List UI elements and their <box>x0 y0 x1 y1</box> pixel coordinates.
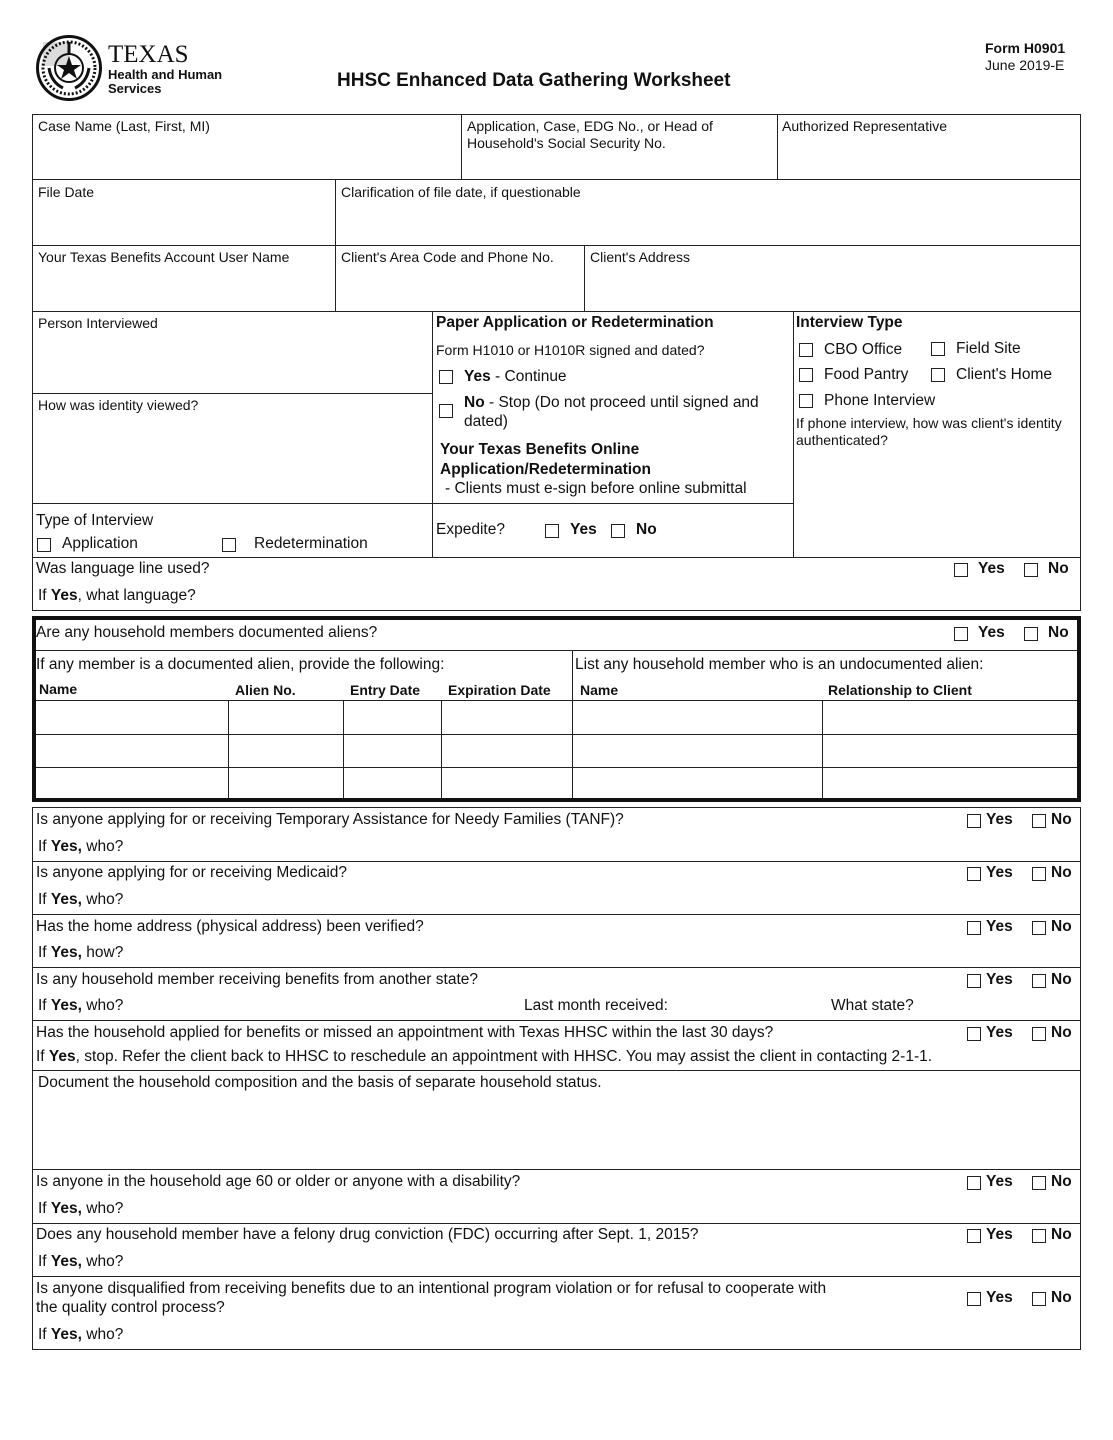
application-label: Application <box>62 535 138 552</box>
question-text: Has the home address (physical address) been verified? <box>36 918 424 935</box>
alien-name-cell[interactable] <box>38 770 228 798</box>
what-state-field[interactable] <box>925 995 1079 1019</box>
no-label: No <box>1051 811 1072 828</box>
another-state-yes-checkbox[interactable] <box>967 974 981 988</box>
yes-label: Yes <box>986 918 1013 935</box>
signed-yes-checkbox[interactable] <box>439 370 453 384</box>
no-label: No <box>1051 918 1072 935</box>
question-text: Is anyone applying for or receiving Medicaid? <box>36 864 348 881</box>
disqualified-yes-checkbox[interactable] <box>967 1292 981 1306</box>
relationship-cell[interactable] <box>826 770 1078 798</box>
phone-auth-label: If phone interview, how was client's identity authenticated? <box>796 415 1062 448</box>
undocumented-name-cell[interactable] <box>576 770 822 798</box>
another-state-no-checkbox[interactable] <box>1032 974 1046 988</box>
no-label: No <box>1051 1173 1072 1190</box>
clarification-field[interactable] <box>340 206 1079 242</box>
followup-label: If Yes, who? <box>38 1253 124 1270</box>
question-text: Does any household member have a felony drug conviction (FDC) occurring after Sept. 1, 2015? <box>36 1226 699 1243</box>
tanf-yes-checkbox[interactable] <box>967 814 981 828</box>
fdc-who-field[interactable] <box>135 1251 1079 1275</box>
aliens-yes-checkbox[interactable] <box>954 627 968 641</box>
application-number-field[interactable] <box>466 155 776 177</box>
no-label: No <box>1051 1226 1072 1243</box>
yes-label: Yes <box>986 811 1013 828</box>
online-title-2: Application/Redetermination <box>440 461 651 478</box>
household-composition-label: Document the household composition and the basis of separate household status. <box>38 1074 602 1091</box>
identity-viewed-label: How was identity viewed? <box>38 397 199 413</box>
disqualified-no-checkbox[interactable] <box>1032 1292 1046 1306</box>
applied-yes-checkbox[interactable] <box>967 1027 981 1041</box>
entry-date-cell[interactable] <box>347 770 441 798</box>
age60-no-checkbox[interactable] <box>1032 1176 1046 1190</box>
col-expiration-date: Expiration Date <box>448 682 551 698</box>
application-number-label: Application, Case, EDG No., or Head of Household's Social Security No. <box>467 118 713 151</box>
cbo-office-checkbox[interactable] <box>799 343 813 357</box>
expedite-no-label: No <box>636 521 657 538</box>
no-label: No <box>1051 971 1072 988</box>
page-title: HHSC Enhanced Data Gathering Worksheet <box>337 70 731 91</box>
redetermination-checkbox[interactable] <box>222 538 236 552</box>
followup-label: If Yes, how? <box>38 944 124 961</box>
language-no-label: No <box>1048 560 1069 577</box>
aliens-question: Are any household members documented aliens? <box>36 624 378 641</box>
language-question: Was language line used? <box>36 560 210 577</box>
aliens-no-checkbox[interactable] <box>1024 627 1038 641</box>
logo-line-3: Services <box>108 81 162 96</box>
undocumented-name-cell[interactable] <box>576 737 822 766</box>
yes-label: Yes <box>986 1173 1013 1190</box>
last-month-field[interactable] <box>682 995 826 1019</box>
fdc-no-checkbox[interactable] <box>1032 1229 1046 1243</box>
form-date: June 2019-E <box>985 57 1065 73</box>
undocumented-intro: List any household member who is an undocumented alien: <box>575 656 984 673</box>
person-interviewed-field[interactable] <box>36 336 432 390</box>
no-label: No <box>1051 1289 1072 1306</box>
logo-line-2: Health and Human <box>108 67 223 82</box>
phone-auth-field[interactable] <box>797 452 1080 554</box>
yes-label: Yes <box>986 1226 1013 1243</box>
entry-date-cell[interactable] <box>347 703 441 733</box>
disqualified-who-field[interactable] <box>135 1324 1079 1348</box>
entry-date-cell[interactable] <box>347 737 441 766</box>
food-pantry-label: Food Pantry <box>824 366 909 383</box>
person-interviewed-label: Person Interviewed <box>38 315 158 331</box>
food-pantry-checkbox[interactable] <box>799 368 813 382</box>
field-site-checkbox[interactable] <box>931 342 945 356</box>
address-field[interactable] <box>589 272 1079 308</box>
col-alien-no: Alien No. <box>235 682 296 698</box>
language-field[interactable] <box>210 585 1074 609</box>
clients-home-checkbox[interactable] <box>931 368 945 382</box>
paper-application-title: Paper Application or Redetermination <box>436 314 714 331</box>
question-text: Has the household applied for benefits or missed an appointment with Texas HHSC within the last 30 days? <box>36 1024 774 1041</box>
yes-label: Yes <box>986 864 1013 881</box>
case-name-field[interactable] <box>36 140 460 176</box>
followup-label: If Yes, who? <box>38 997 124 1014</box>
aliens-no-label: No <box>1048 624 1069 641</box>
relationship-cell[interactable] <box>826 703 1078 733</box>
online-title-1: Your Texas Benefits Online <box>440 441 640 458</box>
documented-intro: If any member is a documented alien, provide the following: <box>36 656 445 673</box>
age60-who-field[interactable] <box>135 1198 1079 1222</box>
interview-type-title: Interview Type <box>796 314 903 331</box>
expiration-date-cell[interactable] <box>445 703 573 733</box>
question-text: Is any household member receiving benefits from another state? <box>36 971 478 988</box>
address-no-checkbox[interactable] <box>1032 921 1046 935</box>
ytb-user-field[interactable] <box>36 272 334 308</box>
alien-number-cell[interactable] <box>232 770 344 798</box>
relationship-cell[interactable] <box>826 737 1078 766</box>
undocumented-name-cell[interactable] <box>576 703 822 733</box>
medicaid-who-field[interactable] <box>135 889 1079 913</box>
clarification-label: Clarification of file date, if questionable <box>341 184 581 200</box>
followup-label: If Yes, who? <box>38 1326 124 1343</box>
household-composition-field[interactable] <box>36 1096 1080 1170</box>
case-name-label: Case Name (Last, First, MI) <box>38 118 210 134</box>
redetermination-label: Redetermination <box>254 535 368 552</box>
address-label: Client's Address <box>590 249 690 265</box>
application-checkbox[interactable] <box>37 538 51 552</box>
signed-yes-label: Yes - Continue <box>464 368 567 385</box>
signed-no-checkbox[interactable] <box>439 404 453 418</box>
identity-viewed-field[interactable] <box>36 420 432 500</box>
form-number: Form H0901 <box>985 40 1066 56</box>
phone-label: Client's Area Code and Phone No. <box>341 249 554 265</box>
address-how-field[interactable] <box>135 942 1079 966</box>
yes-label: Yes <box>986 1024 1013 1041</box>
expedite-label: Expedite? <box>436 521 505 538</box>
fdc-yes-checkbox[interactable] <box>967 1229 981 1243</box>
expedite-no-checkbox[interactable] <box>611 524 625 538</box>
question-text: Is anyone applying for or receiving Temporary Assistance for Needy Families (TANF)? <box>36 811 624 828</box>
address-yes-checkbox[interactable] <box>967 921 981 935</box>
expiration-date-cell[interactable] <box>445 737 573 766</box>
no-label: No <box>1051 1024 1072 1041</box>
texas-star-seal-icon <box>36 35 102 101</box>
expedite-yes-label: Yes <box>570 521 597 538</box>
type-of-interview-label: Type of Interview <box>36 512 154 529</box>
online-note: - Clients must e-sign before online submittal <box>445 480 747 497</box>
no-label: No <box>1051 864 1072 881</box>
clients-home-label: Client's Home <box>956 366 1052 383</box>
question-text-line-1: Is anyone disqualified from receiving benefits due to an intentional program violation or for refusal to cooperate with <box>36 1280 827 1297</box>
tanf-no-checkbox[interactable] <box>1032 814 1046 828</box>
phone-interview-checkbox[interactable] <box>799 394 813 408</box>
yes-label: Yes <box>986 971 1013 988</box>
what-state-label: What state? <box>831 997 914 1014</box>
signed-no-label: No - Stop (Do not proceed until signed and dated) <box>464 394 759 430</box>
alien-number-cell[interactable] <box>232 703 344 733</box>
col-entry-date: Entry Date <box>350 682 421 698</box>
alien-name-cell[interactable] <box>38 703 228 733</box>
followup-instruction: If Yes, stop. Refer the client back to HHSC to reschedule an appointment with HHSC. You may assist the client in contacting 2-1-1. <box>36 1048 933 1065</box>
file-date-field[interactable] <box>36 206 334 242</box>
col-name: Name <box>39 681 78 697</box>
expedite-yes-checkbox[interactable] <box>545 524 559 538</box>
expiration-date-cell[interactable] <box>445 770 573 798</box>
col-relationship: Relationship to Client <box>828 682 972 698</box>
language-yes-checkbox[interactable] <box>954 563 968 577</box>
age60-yes-checkbox[interactable] <box>967 1176 981 1190</box>
question-text: Is anyone in the household age 60 or older or anyone with a disability? <box>36 1173 521 1190</box>
col-undoc-name: Name <box>580 682 619 698</box>
phone-interview-label: Phone Interview <box>824 392 936 409</box>
followup-label: If Yes, who? <box>38 838 124 855</box>
phone-field[interactable] <box>340 272 583 308</box>
language-followup: If Yes, what language? <box>38 587 196 604</box>
authorized-rep-field[interactable] <box>781 140 1080 176</box>
alien-name-cell[interactable] <box>38 737 228 766</box>
alien-number-cell[interactable] <box>232 737 344 766</box>
another-state-who-field[interactable] <box>135 995 519 1019</box>
followup-label: If Yes, who? <box>38 1200 124 1217</box>
cbo-office-label: CBO Office <box>824 341 903 358</box>
tanf-who-field[interactable] <box>135 836 1079 860</box>
medicaid-no-checkbox[interactable] <box>1032 867 1046 881</box>
field-site-label: Field Site <box>956 340 1021 357</box>
yes-label: Yes <box>986 1289 1013 1306</box>
last-month-label: Last month received: <box>524 997 668 1014</box>
aliens-yes-label: Yes <box>978 624 1005 641</box>
medicaid-yes-checkbox[interactable] <box>967 867 981 881</box>
file-date-label: File Date <box>38 184 95 200</box>
ytb-user-label: Your Texas Benefits Account User Name <box>38 249 290 265</box>
paper-question: Form H1010 or H1010R signed and dated? <box>436 342 705 358</box>
question-text-line-2: the quality control process? <box>36 1299 225 1316</box>
applied-no-checkbox[interactable] <box>1032 1027 1046 1041</box>
language-yes-label: Yes <box>978 560 1005 577</box>
logo-texas: TEXAS <box>108 41 189 68</box>
language-no-checkbox[interactable] <box>1024 563 1038 577</box>
authorized-rep-label: Authorized Representative <box>782 118 947 134</box>
followup-label: If Yes, who? <box>38 891 124 908</box>
